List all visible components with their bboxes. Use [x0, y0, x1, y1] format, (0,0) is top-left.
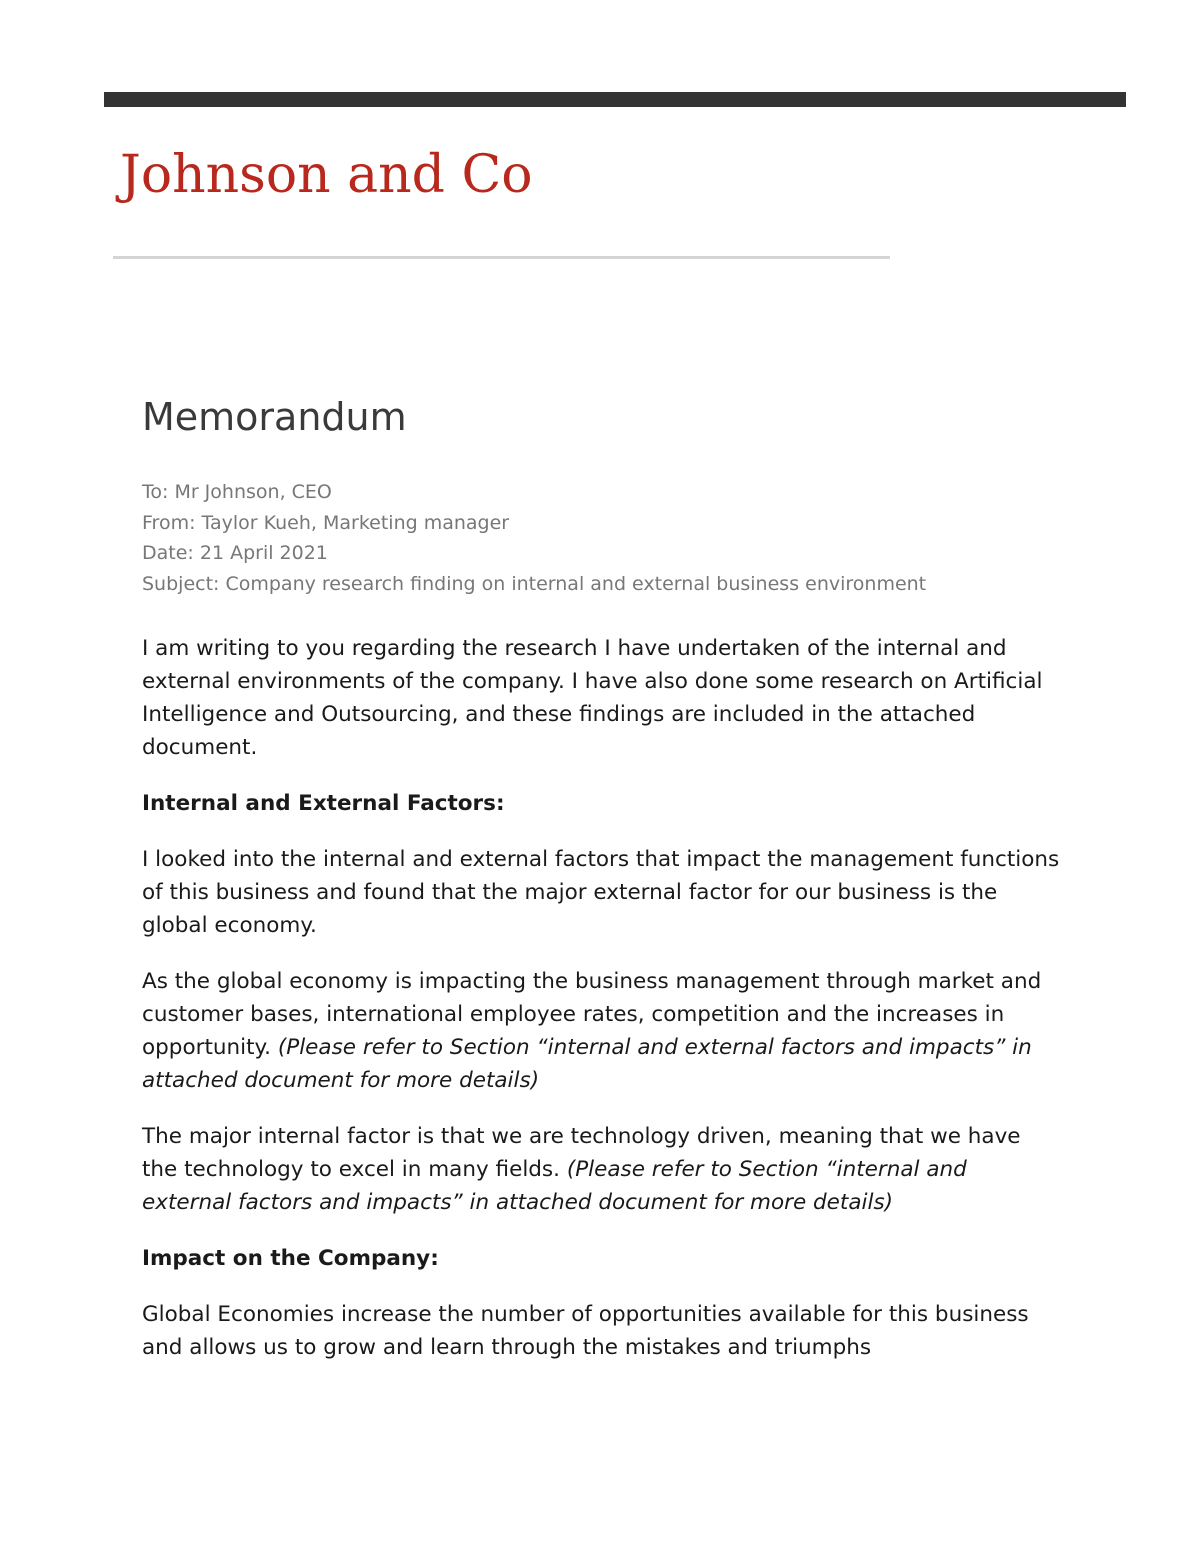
letterhead-divider [113, 256, 890, 259]
memo-header-block [142, 477, 926, 599]
letterhead-top-rule [104, 92, 1126, 107]
global-economy-reference: (Please refer to Section “internal and external factors and impacts” in attached document for more details) [142, 1035, 1032, 1093]
internal-factor-reference: (Please refer to Section “internal and external factors and impacts” in attached document for more details) [142, 1157, 967, 1215]
internal-factor-paragraph [142, 1120, 1062, 1219]
factors-paragraph: I looked into the internal and external factors that impact the management functions of this business and found that the major external factor for our business is the global economy. [142, 847, 1060, 938]
memo-to: To: Mr Johnson, CEO [142, 481, 332, 503]
heading-internal-external-factors: Internal and External Factors: [142, 791, 505, 816]
global-economy-paragraph [142, 965, 1062, 1097]
company-name: Johnson and Co [120, 145, 533, 205]
memo-subject: Subject: Company research finding on internal and external business environment [142, 572, 927, 595]
intro-paragraph: I am writing to you regarding the research I have undertaken of the internal and external environments of the company. I have also done some research on Artificial Intelligence and Outsourcing, and these findings are included in the attached document. [142, 636, 1043, 760]
memo-body [142, 632, 1062, 1387]
global-economy-text: As the global economy is impacting the business management through market and customer bases, international employee rates, competition and the increases in opportunity. [142, 969, 1042, 1060]
heading-impact-on-company: Impact on the Company: [142, 1246, 439, 1271]
impact-paragraph: Global Economies increase the number of opportunities available for this business and allows us to grow and learn through the mistakes and triumphs [142, 1302, 1029, 1360]
internal-factor-text: The major internal factor is that we are technology driven, meaning that we have the technology to excel in many fields. [142, 1124, 1021, 1182]
memo-title: Memorandum [142, 395, 407, 439]
memo-from: From: Taylor Kueh, Marketing manager [142, 511, 510, 534]
memo-date: Date: 21 April 2021 [142, 542, 328, 564]
